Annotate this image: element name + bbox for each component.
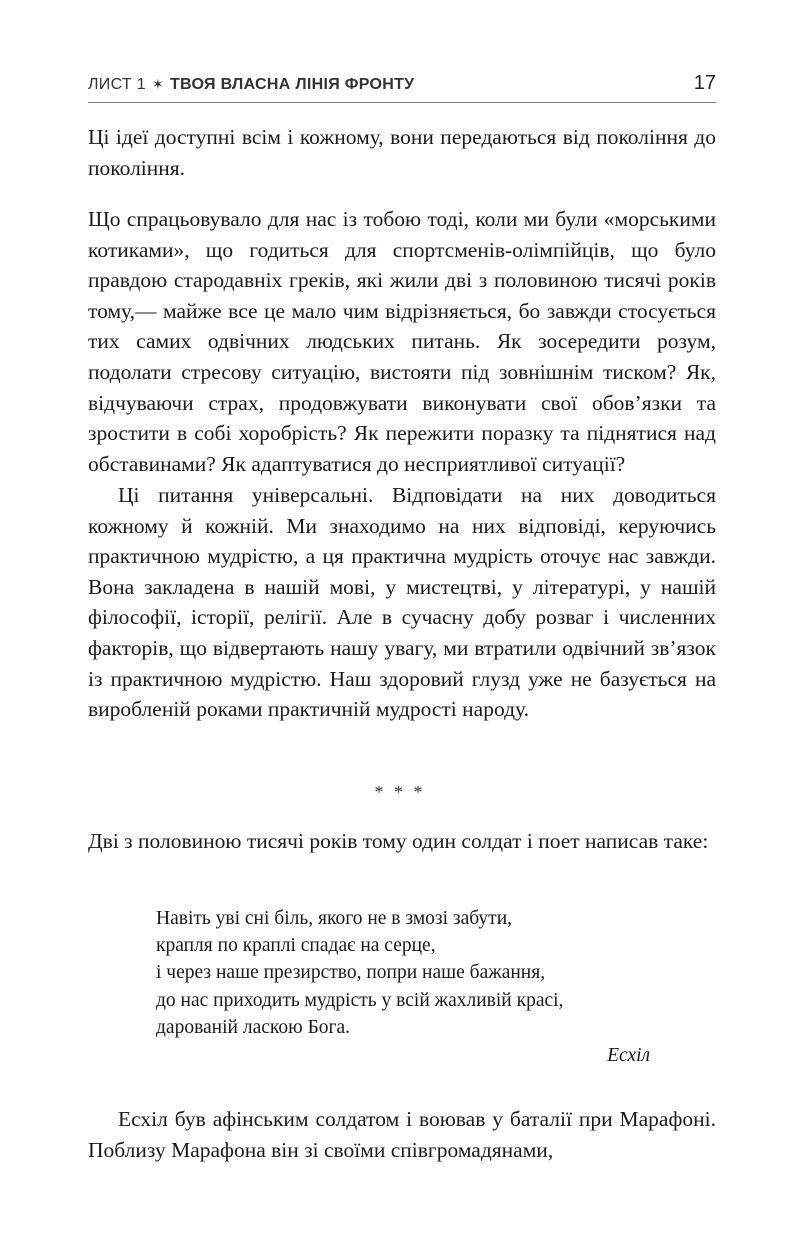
- poem-line: крапля по краплі спадає на серце,: [156, 935, 436, 957]
- running-header: [88, 70, 716, 103]
- poem-line: дарованій ласкою Бога.: [156, 1016, 351, 1038]
- paragraph-1: Ці ідеї доступні всім і кожному, вони передаються від покоління до покоління.: [88, 125, 716, 180]
- poem-quote: [156, 905, 656, 1041]
- series-label: ЛИСТ 1: [88, 76, 146, 93]
- poem-line: Навіть уві сні біль, якого не в змозі забути,: [156, 908, 513, 929]
- section-divider: * * *: [374, 782, 426, 802]
- running-header-title: [88, 76, 414, 94]
- poem-line: і через наше презирство, попри наше бажання,: [156, 962, 546, 984]
- paragraph-2: Що спрацьовувало для нас із тобою тоді, коли ми були «морськими котиками», що годиться для спортсменів-олімпійців, що було правдою стародавніх греків, які жили дві з половиною тисячі років тому,— майже все це мало чим відрізняється, бо завжди стосується тих самих одвічних людських питань. Як зосередити розум, подолати стресову ситуацію, вистояти під зовнішнім тиском? Як, відчуваючи страх, продовжувати виконувати свої обов’язки та зростити в собі хоробрість? Як пережити поразку та піднятися над обставинами? Як адаптуватися до несприятливої ситуації?: [88, 207, 716, 476]
- paragraph-5: Есхіл був афінським солдатом і воював у баталії при Марафоні. Поблизу Марафона він зі своїми співгромадянами,: [88, 1107, 716, 1162]
- page-number: 17: [693, 72, 716, 94]
- poem-line: до нас приходить мудрість у всій жахливій красі,: [156, 989, 564, 1011]
- paragraph-3: Ці питання універсальні. Відповідати на них доводиться кожному й кожній. Ми знаходимо на них відповіді, керуючись практичною мудрістю, а ця практична мудрість оточує нас завжди. Вона закладена в нашій мові, у мистецтві, у літературі, у нашій філософії, історії, релігії. Але в сучасну добу розваг і численних факторів, що відвертають нашу увагу, ми втратили одвічний зв’язок із практичною мудрістю. Наш здоровий глузд уже не базується на виробленій роками практичній мудрості народу.: [88, 483, 716, 722]
- chapter-title: ТВОЯ ВЛАСНА ЛІНІЯ ФРОНТУ: [169, 76, 415, 93]
- paragraph-4: Дві з половиною тисячі років тому один солдат і поет написав таке:: [88, 829, 709, 853]
- asterisk-separator-icon: ✶: [151, 76, 164, 92]
- poem-author: Есхіл: [607, 1045, 650, 1066]
